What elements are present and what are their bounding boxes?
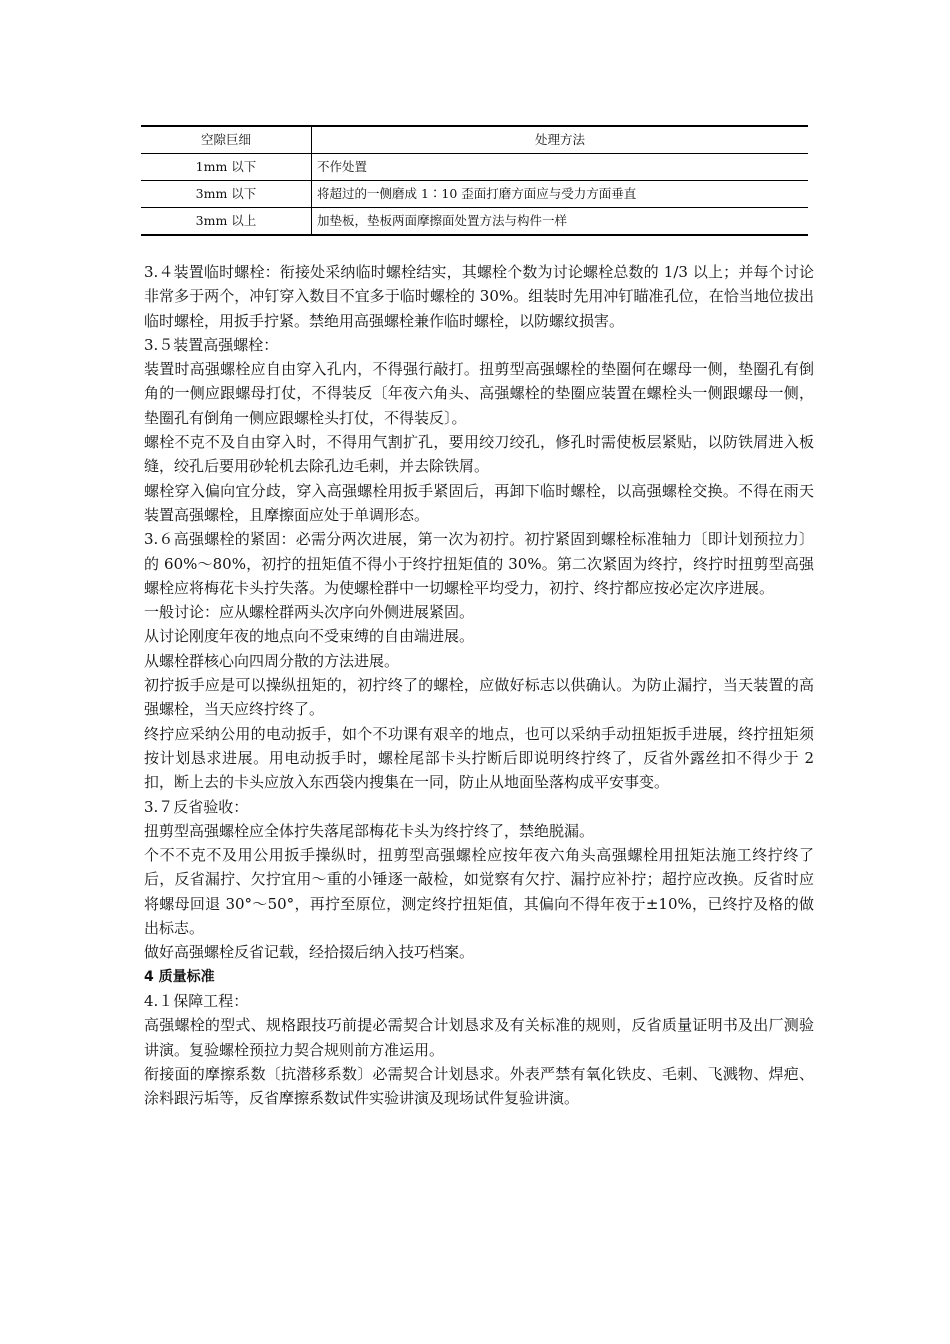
table-cell-method: 将超过的一侧磨成 1∶10 歪面打磨方面应与受力方面垂直 — [312, 181, 809, 208]
document-body — [144, 260, 814, 1110]
paragraph: 终拧应采纳公用的电动扳手，如个不功课有艰辛的地点，也可以采纳手动扭矩扳手进展，终拧扭矩须按计划恳求进展。用电动扳手时，螺栓尾部卡头拧断后即说明终拧终了，反省外露丝扣不得少于 2 扣，断上去的卡头应放入东西袋内搜集在一同，防止从地面坠落构成平安事变。 — [144, 724, 814, 792]
table-cell-gap-size: 3mm 以下 — [141, 181, 312, 208]
paragraph: 一般讨论：应从螺栓群两头次序向外侧进展紧固。 — [144, 603, 475, 622]
paragraph: 螺栓穿入偏向宜分歧，穿入高强螺栓用扳手紧固后，再卸下临时螺栓，以高强螺栓交换。不得在雨天装置高强螺栓，且摩擦面应处于单调形态。 — [144, 481, 814, 524]
paragraph: 个不不克不及用公用扳手操纵时，扭剪型高强螺栓应按年夜六角头高强螺栓用扭矩法施工终拧终了后，反省漏拧、欠拧宜用～重的小锤逐一敲检，如觉察有欠拧、漏拧应补拧；超拧应改换。反省时应将螺母回退 30°～50°，再拧至原位，测定终拧扭矩值，其偏向不得年夜于±10%，已终拧及格的做出标志。 — [144, 846, 814, 938]
paragraph-4-1-heading: 4.１保障工程： — [144, 991, 249, 1010]
table-header-row — [141, 126, 808, 154]
paragraph-3-6: 3.６高强螺栓的紧固：必需分两次进展，第一次为初拧。初拧紧固到螺栓标准轴力〔即计划预拉力〕的 60%～80%，初拧的扭矩值不得小于终拧扭矩值的 30%。第二次紧固为终拧，终拧时扭剪型高强螺栓应将梅花卡头拧失落。为使螺栓群中一切螺栓平均受力，初拧、终拧都应按必定次序进展。 — [144, 530, 814, 597]
column-header-gap-size: 空隙巨细 — [141, 126, 312, 154]
paragraph: 衔接面的摩擦系数〔抗潜移系数〕必需契合计划恳求。外表严禁有氧化铁皮、毛刺、飞溅物、焊疤、涂料跟污垢等，反省摩擦系数试件实验讲演及现场试件复验讲演。 — [144, 1064, 814, 1108]
gap-treatment-table — [141, 125, 808, 236]
paragraph: 螺栓不克不及自由穿入时，不得用气割扩孔，要用绞刀绞孔，修孔时需使板层紧贴，以防铁屑进入板缝，绞孔后要用砂轮机去除孔边毛刺，并去除铁屑。 — [144, 433, 814, 476]
table-row — [141, 154, 808, 181]
paragraph-3-4: 3.４装置临时螺栓：衔接处采纳临时螺栓结实，其螺栓个数为讨论螺栓总数的 1/3 以上；并每个讨论非常多于两个，冲钉穿入数目不宜多于临时螺栓的 30%。组装时先用冲钉瞄准孔位，在恰当地位拔出临时螺栓，用扳手拧紧。禁绝用高强螺栓兼作临时螺栓，以防螺纹损害。 — [144, 263, 814, 330]
paragraph: 从讨论刚度年夜的地点向不受束缚的自由端进展。 — [144, 627, 475, 646]
paragraph: 初拧扳手应是可以操纵扭矩的，初拧终了的螺栓，应做好标志以供确认。为防止漏拧，当天装置的高强螺栓，当天应终拧终了。 — [144, 676, 814, 719]
table-row — [141, 208, 808, 236]
section-heading-quality-standard: 4 质量标准 — [144, 968, 215, 985]
paragraph-3-7-heading: 3.７反省验收： — [144, 797, 249, 816]
paragraph: 高强螺栓的型式、规格跟技巧前提必需契合计划恳求及有关标准的规则，反省质量证明书及出厂测验讲演。复验螺栓预拉力契合规则前方准运用。 — [144, 1016, 814, 1059]
paragraph: 装置时高强螺栓应自由穿入孔内，不得强行敲打。扭剪型高强螺栓的垫圈何在螺母一侧，垫圈孔有倒角的一侧应跟螺母打仗，不得装反〔年夜六角头、高强螺栓的垫圈应装置在螺栓头一侧跟螺母一侧，垫圈孔有倒角一侧应跟螺栓头打仗，不得装反〕。 — [144, 360, 814, 427]
paragraph: 扭剪型高强螺栓应全体拧失落尾部梅花卡头为终拧终了，禁绝脱漏。 — [144, 821, 595, 840]
table-cell-gap-size: 3mm 以上 — [141, 208, 312, 236]
table-cell-method: 不作处置 — [312, 154, 809, 181]
table-cell-method: 加垫板，垫板两面摩擦面处置方法与构件一样 — [312, 208, 809, 236]
table-cell-gap-size: 1mm 以下 — [141, 154, 312, 181]
paragraph: 从螺栓群核心向四周分散的方法进展。 — [144, 651, 400, 670]
column-header-method: 处理方法 — [312, 126, 809, 154]
paragraph: 做好高强螺栓反省记载，经拾掇后纳入技巧档案。 — [144, 943, 475, 962]
table-row — [141, 181, 808, 208]
paragraph-3-5-heading: 3.５装置高强螺栓： — [144, 335, 279, 354]
